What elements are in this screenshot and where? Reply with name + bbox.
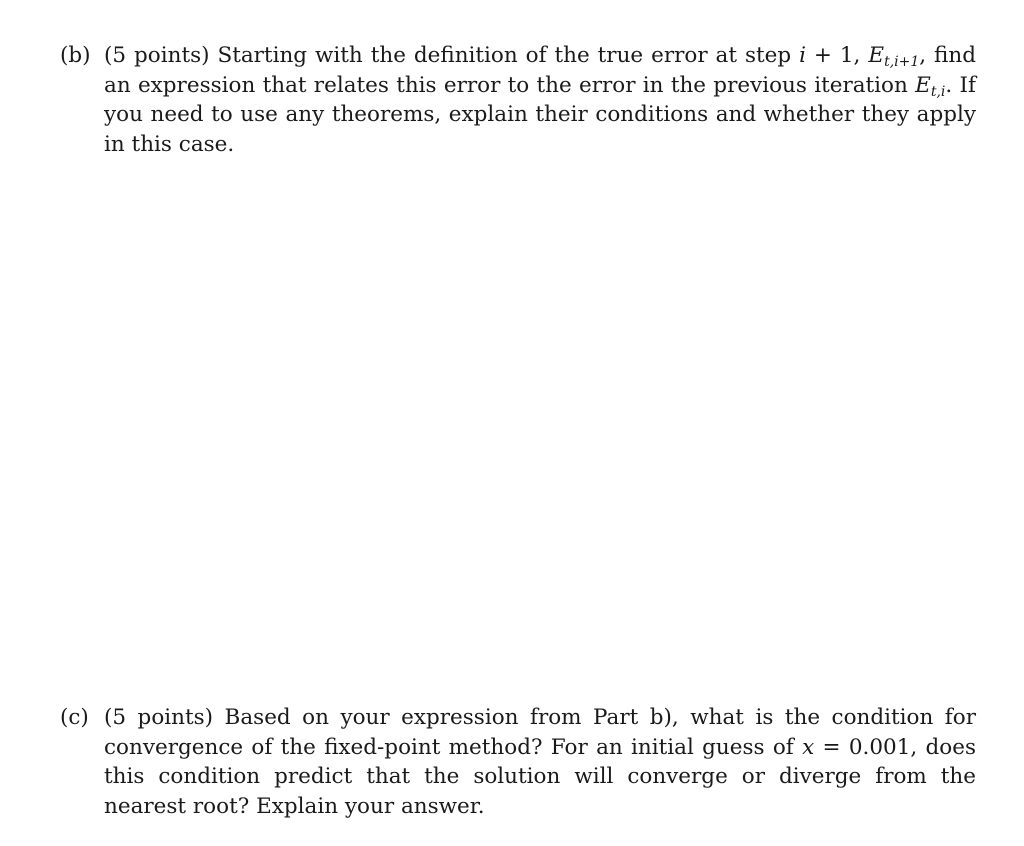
initial-guess-value: 0.001 — [848, 734, 911, 760]
question-c-points: (5 points) — [104, 705, 214, 730]
question-b-points: (5 points) — [104, 43, 210, 68]
question-c-text — [104, 703, 976, 821]
answer-space — [60, 165, 976, 690]
question-part-b — [60, 41, 976, 159]
equals-sign: = — [822, 734, 841, 760]
question-c-text-1: Based on your expression from Part b), what is the condition for convergence of the fixed-point method? For an initial guess of — [104, 705, 976, 760]
question-part-c — [60, 703, 976, 821]
question-b-text — [104, 41, 976, 159]
step-variable: i — [799, 43, 806, 68]
question-c-text-2: , does this condition predict that the solution will converge or diverge from the nearest root? Explain your answer. — [104, 734, 977, 819]
step-plus-one: + 1, — [813, 43, 861, 68]
error-next-term: $E_{t,i+1}$ — [868, 43, 920, 70]
question-b-text-3: . If you need to use any theorems, explain their conditions and whether they apply in this case. — [104, 72, 976, 157]
question-b-text-1: Starting with the definition of the true error at step — [217, 43, 792, 68]
error-prev-term: $E_{t,i}$ — [915, 72, 946, 100]
question-c-label: (c) — [60, 705, 89, 730]
initial-guess-variable: x — [802, 734, 815, 760]
question-b-text-2: , find an expression that relates this error to the error in the previous iteration — [104, 43, 976, 98]
question-b-label: (b) — [60, 43, 91, 68]
